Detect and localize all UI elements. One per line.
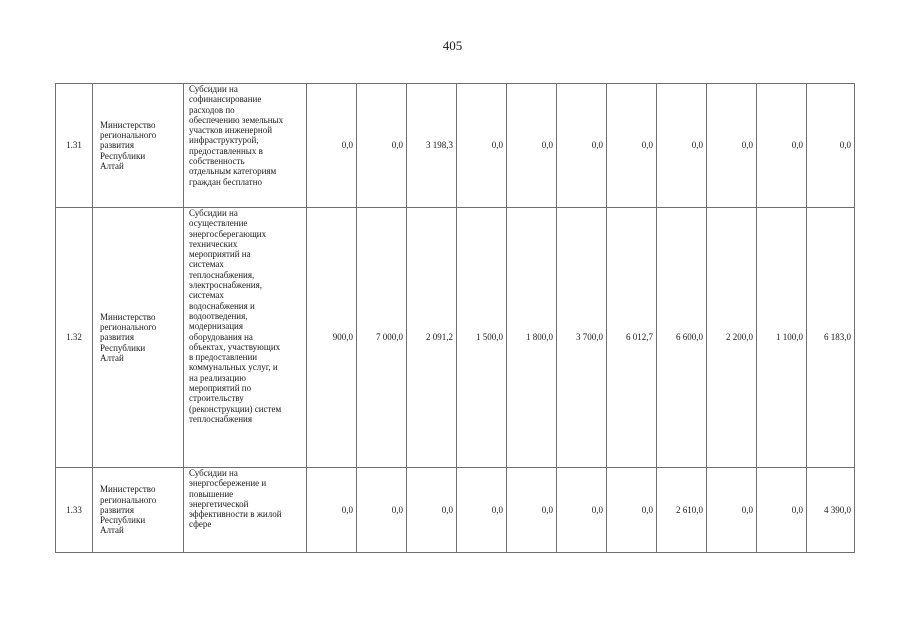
value-cell: 0,0 [657,84,707,208]
value-cell: 4 390,0 [807,468,855,553]
row-number-cell: 1.31 [56,84,93,208]
description-line: теплоснабжения, [189,269,255,280]
value-cell: 1 100,0 [757,208,807,468]
value-cell: 0,0 [357,468,407,553]
value-cell: 0,0 [457,468,507,553]
organization-line: Министерство [100,119,156,130]
value-cell: 0,0 [807,84,855,208]
description-line: энергетической [189,498,249,509]
description-line: на реализацию [189,372,246,383]
description-line: эффективности в жилой [189,509,282,520]
table-row [56,468,855,553]
organization-line: Министерство [100,484,156,495]
organization-line: Республики [100,515,146,526]
value-cell: 3 198,3 [407,84,457,208]
description-line: модернизация [189,321,243,332]
description-line: (реконструкции) систем [189,403,282,414]
organization-line: Алтай [100,352,124,363]
value-cell: 0,0 [607,84,657,208]
description-line: сфере [189,519,212,530]
description-line: предоставленных в [189,145,263,156]
value-cell: 0,0 [457,84,507,208]
description-line: Субсидии на [189,208,238,218]
value-cell: 0,0 [757,84,807,208]
description-line: технических [189,238,238,249]
organization-cell [93,208,184,468]
description-line: в предоставлении [189,352,258,363]
description-line: коммунальных услуг, и [189,362,278,373]
description-line: электроснабжения, [189,280,262,291]
table-body [56,84,855,553]
description-line: Субсидии на [189,84,238,94]
value-cell: 0,0 [307,84,357,208]
value-cell: 2 091,2 [407,208,457,468]
value-cell: 7 000,0 [357,208,407,468]
budget-table [55,83,855,553]
organization-line: регионального [100,322,157,333]
description-line: водоснабжения и [189,300,255,311]
description-line: системах [189,290,224,301]
value-cell: 0,0 [607,468,657,553]
description-cell [184,208,307,468]
value-cell: 6 600,0 [657,208,707,468]
description-line: отдельным категориям [189,166,277,177]
description-line: энергосберегающих [189,228,267,239]
description-line: водоотведения, [189,310,248,321]
organization-line: Алтай [100,525,124,536]
value-cell: 0,0 [357,84,407,208]
value-cell: 0,0 [707,84,757,208]
organization-line: Алтай [100,160,124,171]
description-line: софинансирование [189,94,262,105]
table-row [56,84,855,208]
value-cell: 0,0 [557,84,607,208]
value-cell: 0,0 [707,468,757,553]
description-cell [184,468,307,553]
description-line: строительству [189,393,244,404]
row-number-cell: 1.32 [56,208,93,468]
organization-line: Республики [100,150,146,161]
description-line: Субсидии на [189,468,238,478]
value-cell: 1 800,0 [507,208,557,468]
organization-cell [93,468,184,553]
value-cell: 0,0 [557,468,607,553]
organization-line: Республики [100,342,146,353]
description-line: энергосбережение и [189,478,267,489]
description-line: инфраструктурой, [189,135,259,146]
organization-cell [93,84,184,208]
value-cell: 2 200,0 [707,208,757,468]
value-cell: 1 500,0 [457,208,507,468]
description-line: объектах, участвующих [189,341,281,352]
organization-line: Министерство [100,311,156,322]
table-row [56,208,855,468]
description-line: повышение [189,488,234,499]
value-cell: 0,0 [507,84,557,208]
description-line: оборудования на [189,331,253,342]
value-cell: 0,0 [507,468,557,553]
organization-line: развития [100,504,135,515]
value-cell: 0,0 [407,468,457,553]
organization-line: развития [100,332,135,343]
description-line: обеспечению земельных [189,114,284,125]
value-cell: 0,0 [757,468,807,553]
value-cell: 6 183,0 [807,208,855,468]
value-cell: 900,0 [307,208,357,468]
description-line: расходов по [189,104,235,115]
description-line: системах [189,259,224,270]
description-line: участков инженерной [189,125,273,136]
value-cell: 2 610,0 [657,468,707,553]
value-cell: 0,0 [307,468,357,553]
description-line: собственность [189,156,245,167]
organization-line: развития [100,140,135,151]
description-cell [184,84,307,208]
description-line: мероприятий на [189,249,251,260]
description-line: осуществление [189,218,248,229]
value-cell: 6 012,7 [607,208,657,468]
row-number-cell: 1.33 [56,468,93,553]
value-cell: 3 700,0 [557,208,607,468]
organization-line: регионального [100,494,157,505]
organization-line: регионального [100,130,157,141]
description-line: теплоснабжения [189,413,252,424]
description-line: граждан бесплатно [189,176,263,187]
description-line: мероприятий по [189,383,252,394]
page-number: 405 [442,38,463,53]
